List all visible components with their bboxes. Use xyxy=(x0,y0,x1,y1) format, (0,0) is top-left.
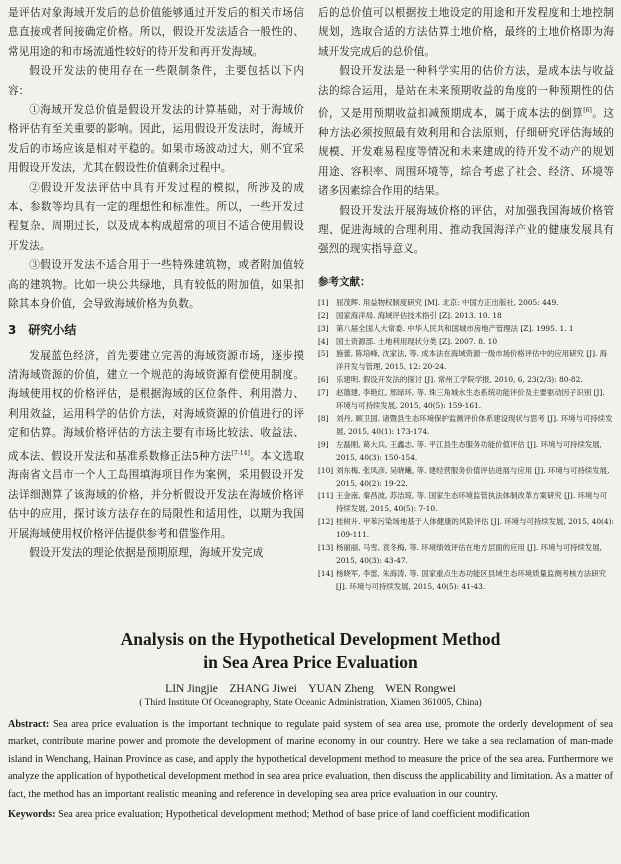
reference-item xyxy=(318,413,614,439)
reference-item xyxy=(318,439,614,465)
paragraph: 是评估对象海域开发后的总价值能够通过开发后的相关市场信息直接或者间接确定价格。所以，假设开发法适合一般性的、常见用途的和市场流通性较好的待开发和再开发海域。 xyxy=(8,7,304,58)
references-heading: 参考文献： xyxy=(318,275,371,288)
reference-text: 左磊刚, 葛大兵, 王鑫志, 等. 平江县生态服务功能价值评估 [J]. 环境与可持续发展, 2015, 40(3): 150-154. xyxy=(336,439,603,462)
reference-item xyxy=(318,542,614,568)
paragraph: 假设开发法开展海域价格的评估，对加强我国海域价格管理、促进海域的合理利用、推动我国海洋产业的健康发展具有强烈的现实指导意义。 xyxy=(318,204,614,256)
paragraph: ①海域开发总价值是假设开发法的计算基础，对于海域价格评估有至关重要的影响。因此，运用假设开发法时，海域开发后的市场应该是相对平稳的。如果市场波动过大，则不宜采用假设开发法，尤其在假设性价值剩余过程中。 xyxy=(8,104,304,175)
reference-text: 王金南, 秦昌波, 苏洁琼, 等. 国家生态环境监管执法体制改革方案研究 [J]. 环境与可持续发展, 2015, 40(5): 7-10. xyxy=(336,491,608,514)
reference-text: 杨丽丽, 马雪, 袁冬梅, 等. 环境绩效评估在地方层面的应用 [J]. 环境与可持续发展, 2015, 40(3): 43-47. xyxy=(336,543,603,565)
english-title-line: in Sea Area Price Evaluation xyxy=(203,652,418,672)
reference-text: 桂树升. 甲苯污染场地基于人体健康的风险评估 [J]. 环境与可持续发展, 2015, 40(4): 109-111. xyxy=(336,517,614,540)
reference-number: [14] xyxy=(318,568,334,578)
paragraph xyxy=(318,62,614,201)
reference-number: [5] xyxy=(318,349,329,359)
reference-item xyxy=(318,490,614,516)
reference-text: 赵德建, 李艳红, 邢绿环, 等. 珠三角城水生态系统功能评价及主要驱动因子识别 [J]. 环境与可持续发展, 2015, 40(5): 159-161. xyxy=(336,388,605,411)
reference-item xyxy=(318,568,614,594)
reference-number: [1] xyxy=(318,297,329,307)
reference-number: [11] xyxy=(318,491,334,501)
author-list: LIN Jingjie ZHANG Jiwei YUAN Zheng WEN Rongwei xyxy=(165,683,456,695)
citation: [7-14] xyxy=(231,449,250,457)
reference-list xyxy=(318,297,614,594)
reference-number: [2] xyxy=(318,310,329,320)
abstract xyxy=(8,716,613,803)
paragraph-text: 假设开发法是一种科学实用的估价方法，是成本法与收益法的综合运用，是站在未来预期收益的角度的一种预期性的估价，又是用预期收益扣减预期成本，属于成本法的倒算 xyxy=(318,65,614,120)
citation: [6] xyxy=(583,107,592,115)
reference-item xyxy=(318,336,614,349)
abstract-text: Sea area price evaluation is the important technique to regulate paid system of sea area use, promote the orderly development of sea market, contribute marine power and promote the development of marine economy in our country. Here we take a sea reclamation of man-made island in Wenchang, Hainan Province as case, and apply the hypothetical development method to measure the price of the sea area. Furthermore we analyze the application of hypothetical development method in sea area price evaluation, then discuss the applicability and limitation. As a matter of fact, the method has an important realistic meaning and reference in developing sea area price evaluation in our country. xyxy=(8,719,613,800)
reference-item xyxy=(318,516,614,542)
paragraph: 假设开发法的理论依据是预期原理，海域开发完成 xyxy=(29,547,264,560)
reference-text: 乐建明. 假设开发法的探讨 [J]. 常州工学院学报, 2010, 6, 23(2/3): 80-82. xyxy=(336,375,583,385)
paragraph xyxy=(8,347,304,545)
reference-text: 屈茂辉. 用益物权制度研究 [M]. 北京: 中国方正出版社, 2005: 449. xyxy=(336,297,559,307)
reference-number: [4] xyxy=(318,336,329,346)
english-abstract-block xyxy=(8,628,613,823)
reference-item xyxy=(318,374,614,387)
paragraph: ③假设开发法不适合用于一些特殊建筑物，或者附加值较高的建筑物。比如一块公共绿地，具有较低的附加值，如果扣除其本身价值，会导致海域价格为负数。 xyxy=(8,259,304,311)
section-heading: 3 研究小结 xyxy=(8,322,77,337)
left-column xyxy=(8,4,304,564)
paragraph: ②假设开发法评估中具有开发过程的模拟，所涉及的成本、参数等均具有一定的理想性和标准性。所以，一些开发过程复杂、周期过长，以及成本构成超常的项目不适合使用假设开发法。 xyxy=(8,181,304,252)
reference-number: [7] xyxy=(318,388,329,398)
reference-item xyxy=(318,297,614,310)
reference-text: 施蕾, 陈培峰, 沈家法, 等. 成本法在海域资源一级市场价格评估中的应用研究 [J]. 海洋开发与管理, 2015, 12: 20-24. xyxy=(336,349,608,372)
reference-number: [9] xyxy=(318,439,329,449)
paragraph-text: 。这种方法必须按照最有效利用和合法原则，仔细研究评估海域的规模、开发难易程度等情况和未来建成的待开发不动产的规划用途、容积率、周围环境等，综合考虑了社会、经济、环境等诸多因素综合作用的结果。 xyxy=(318,107,614,198)
right-column xyxy=(318,4,614,594)
reference-text: 刘丹, 顾卫国. 诸暨县生态环境保护监测评价体系建设现状与思考 [J]. 环境与可持续发展, 2015, 40(1): 173-174. xyxy=(336,413,613,436)
reference-text: 国土资源部. 土地利用现状分类 [Z]. 2007. 8. 10 xyxy=(336,336,498,346)
paragraph: 假设开发法的使用存在一些限制条件，主要包括以下内容： xyxy=(8,65,304,97)
reference-text: 第八届全国人大常委. 中华人民共和国城市房地产管理法 [Z]. 1995. 1. 1 xyxy=(336,323,574,333)
reference-number: [13] xyxy=(318,543,334,553)
paragraph-text: 。本文选取海南省文昌市一个人工岛围填海项目作为案例，采用假设开发法详细测算了该海域的价格，并分析假设开发法在海域价格评估中的应用，探讨该方法存在的局限性和适用性，以期为我国开展海域使用权价格评估提供参考和借鉴作用。 xyxy=(8,450,305,540)
reference-item xyxy=(318,348,614,374)
reference-text: 杨晓军, 李雷, 朱海涛, 等. 国家重点生态功能区县域生态环境质量监测考核方法研究 [J]. 环境与可持续发展, 2015, 40(5): 41-43. xyxy=(336,568,607,591)
reference-number: [12] xyxy=(318,517,334,527)
keywords-label: Keywords: xyxy=(8,809,56,821)
reference-item xyxy=(318,465,614,491)
reference-number: [6] xyxy=(318,375,329,385)
affiliation: ( Third Institute Of Oceanography, State Oceanic Administration, Xiamen 361005, China) xyxy=(139,698,482,708)
reference-number: [8] xyxy=(318,413,329,423)
reference-item xyxy=(318,387,614,413)
paragraph-text: 发展蓝色经济，首先要建立完善的海域资源市场，逐步摸清海域资源的价值，建立一个规范的海域资源有偿使用制度。海域使用权的价格评估，是根据海域的区位条件、利用潜力、利用效益，运用科学的估价方法，对海域资源的价值进行的评定和估算。海域价格评估的方法主要有市场比较法、收益法、成本法、假设开发法和基准系数修正法5种方法 xyxy=(8,349,304,463)
paragraph: 后的总价值可以根据按土地设定的用途和开发程度和土地控制规划，选取合适的方法估算土地价格，最终的土地价格即为海域开发完成后的总价值。 xyxy=(318,7,614,58)
abstract-label: Abstract: xyxy=(8,719,50,730)
reference-text: 国家海洋局. 海域评估技术指引 [Z]. 2013. 10. 18 xyxy=(336,310,502,320)
reference-text: 刘东梅, 张凤彦, 吴晓曦, 等. 建经营服务价值评估进展与应用 [J]. 环境与可持续发展, 2015, 40(2): 19-22. xyxy=(336,465,610,488)
english-title-line: Analysis on the Hypothetical Development Method xyxy=(120,629,501,649)
reference-item xyxy=(318,310,614,323)
keywords xyxy=(8,806,613,823)
reference-number: [10] xyxy=(318,465,334,475)
keywords-text: Sea area price evaluation; Hypothetical development method; Method of base price of land coefficient modification xyxy=(58,809,530,821)
reference-number: [3] xyxy=(318,323,329,333)
reference-item xyxy=(318,323,614,336)
